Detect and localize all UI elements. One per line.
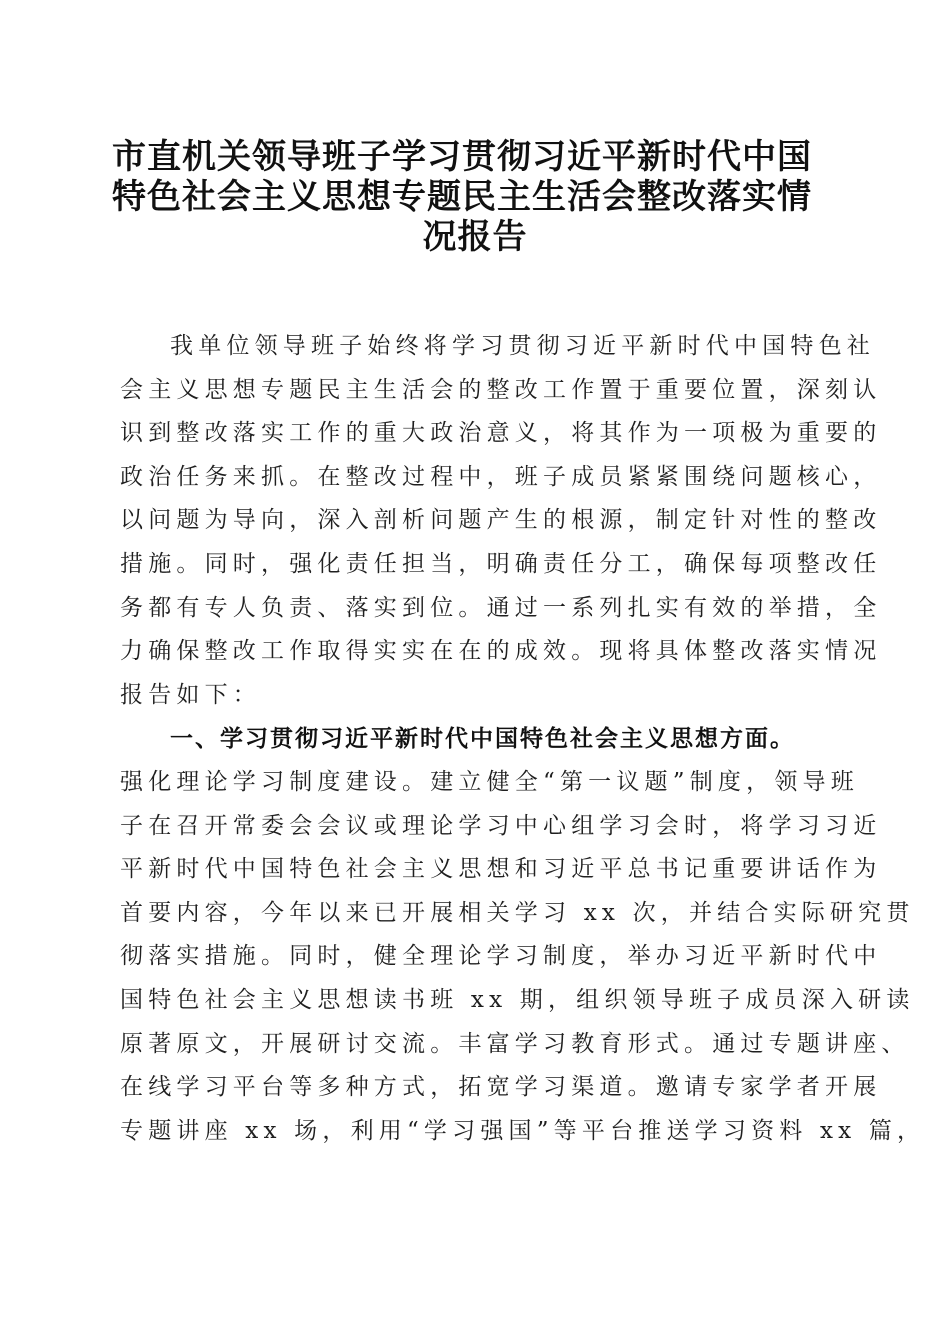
document-body [120,325,926,1153]
body-line: 措施。同时，强化责任担当，明确责任分工，确保每项整改任 [120,550,882,577]
body-line: 识到整改落实工作的重大政治意义，将其作为一项极为重要的 [120,420,882,447]
title-line: 特色社会主义思想专题民主生活会整改落实情 [112,177,812,217]
body-line: 彻落实措施。同时，健全理论学习制度，举办习近平新时代中 [120,943,882,970]
document-title [112,137,838,257]
body-line: 以问题为导向，深入剖析问题产生的根源，制定针对性的整改 [120,507,882,534]
title-line: 况报告 [422,217,528,257]
body-line: 强化理论学习制度建设。建立健全“第一议题”制度，领导班 [120,768,859,795]
body-line: 会主义思想专题民主生活会的整改工作置于重要位置，深刻认 [120,376,882,403]
body-line: 国特色社会主义思想读书班 xx 期，组织领导班子成员深入研读 [120,986,915,1013]
body-line: 专题讲座 xx 场，利用“学习强国”等平台推送学习资料 xx 篇， [120,1117,926,1144]
body-line: 力确保整改工作取得实实在在的成效。现将具体整改落实情况 [120,638,882,665]
body-line: 务都有专人负责、落实到位。通过一系列扎实有效的举措，全 [120,594,882,621]
body-line: 报告如下： [120,681,261,708]
body-line: 平新时代中国特色社会主义思想和习近平总书记重要讲话作为 [120,856,882,883]
body-line: 政治任务来抓。在整改过程中，班子成员紧紧围绕问题核心， [120,463,882,490]
body-line: 在线学习平台等多种方式，拓宽学习渠道。邀请专家学者开展 [120,1074,882,1101]
body-line: 子在召开常委会会议或理论学习中心组学习会时，将学习习近 [120,812,882,839]
body-line: 首要内容，今年以来已开展相关学习 xx 次，并结合实际研究贯 [120,899,915,926]
body-line: 我单位领导班子始终将学习贯彻习近平新时代中国特色社 [170,333,875,359]
body-line: 原著原文，开展研讨交流。丰富学习教育形式。通过专题讲座、 [120,1030,910,1057]
section-heading: 一、学习贯彻习近平新时代中国特色社会主义思想方面。 [170,725,795,753]
title-line: 市直机关领导班子学习贯彻习近平新时代中国 [112,137,812,177]
